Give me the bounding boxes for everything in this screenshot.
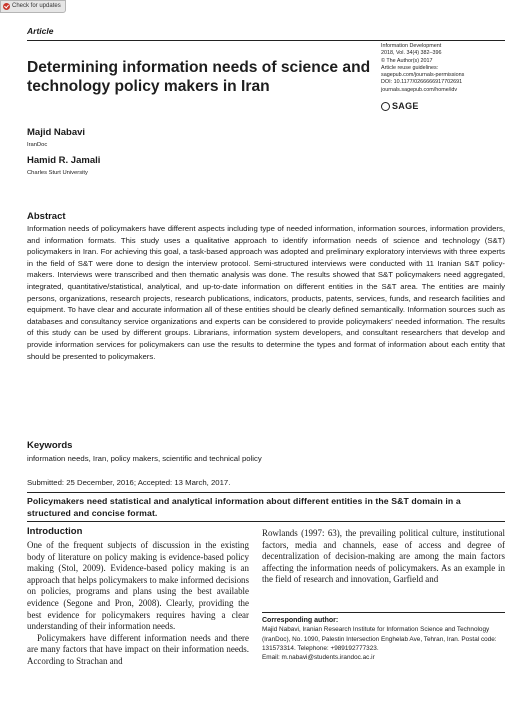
author-name: Hamid R. Jamali [27, 155, 101, 166]
journal-home-link[interactable]: journals.sagepub.com/home/idv [381, 86, 458, 93]
corresponding-author-note [262, 616, 505, 662]
author-name: Majid Nabavi [27, 127, 86, 138]
author-affiliation: Charles Sturt University [27, 170, 88, 176]
journal-line: Information Development [381, 43, 442, 49]
corresponding-author-heading: Corresponding author: [262, 617, 339, 624]
submission-dates: Submitted: 25 December, 2016; Accepted: 13 March, 2017. [27, 478, 231, 487]
body-paragraph: One of the frequent subjects of discussion in the existing body of literature on policy making is evidence-based policy making (Stol, 2009). Evidence-based policy making is an approach that helps policymakers to make informed decisions on policies, programs and plans using the best available evidence (Segone and Pron, 2008). Clearly, providing the best evidence for policymakers requires having a clear understanding of their information needs. [27, 540, 249, 632]
keywords-heading: Keywords [27, 440, 73, 451]
introduction-heading: Introduction [27, 526, 83, 537]
abstract-text: Information needs of policymakers have different aspects including type of needed information, information sources, information providers, and information formats. This study uses a qualitative approach to identify information needs of science and technology (S&T) policymakers in Iran. For achieving this goal, a task-based approach was adopted and preliminary exploratory interviews with three experts in the field of S&T were done to design the interview protocol. Semi-structured interviews were conducted with 11 Iranian S&T policy-makers. Interviews were transcribed and then thematic analysis was done. The results showed that S&T policymakers need aggregated, integrated, quantitative/statistical, analytical, and up-to-date information on different entities in the S&T area. The entities are mainly persons, organizations, research projects, research publications, indicators, products, patents, services, funds, and research facilities and equipment. To have clear and accurate information all of these entities should be clearly defined semantically. Information sources such as databases and consultancy service organizations and experts can be considered to provide policymakers' needed information. The results of this study can be used by different groups. Librarians, information system developers, and consultant researchers that develop and provide information services for policymakers can use the results to determine the types and format of information about each entity that should be presented to policymakers. [27, 224, 505, 361]
article-title: Determining information needs of science and technology policy makers in Iran [27, 59, 371, 95]
body-paragraph: Rowlands (1997: 63), the prevailing political culture, institutional factors, media and channels, ease of access and degree of decentralization of decision-making are among the main factors affecting the information needs of policymakers. As an example in the field of research and innovation, Garfield and [262, 528, 505, 585]
author-affiliation: IranDoc [27, 142, 48, 148]
article-type-label: Article [27, 26, 54, 36]
journal-line: 2018, Vol. 34(4) 382–396 [381, 50, 442, 57]
header-rule [27, 40, 505, 41]
corresponding-author-email[interactable]: Email: m.nabavi@students.irandoc.ac.ir [262, 654, 375, 662]
badge-label: Check for updates [12, 3, 61, 9]
journal-line: Article reuse guidelines: [381, 64, 439, 71]
footnote-rule [262, 612, 505, 613]
doi-link[interactable]: DOI: 10.1177/0266666917702691 [381, 79, 463, 86]
publisher-logo [381, 101, 419, 111]
check-for-updates-badge[interactable] [0, 0, 66, 13]
highlight-top-rule [27, 492, 505, 493]
abstract-heading: Abstract [27, 211, 66, 222]
body-paragraph: Policymakers have different information needs and there are many factors that have impact on their information needs. According to Strachan and [27, 632, 249, 666]
keywords-text: information needs, Iran, policy makers, scientific and technical policy [27, 454, 262, 463]
publisher-name: SAGE [392, 101, 419, 111]
journal-link[interactable]: sagepub.com/journals-permissions [381, 72, 465, 79]
journal-info [381, 43, 509, 94]
journal-line: © The Author(s) 2017 [381, 57, 433, 64]
body-column-left [27, 540, 249, 668]
check-circle-icon [3, 3, 10, 10]
sage-logo-icon [381, 102, 390, 111]
highlight-bottom-rule [27, 521, 505, 522]
body-column-right [262, 528, 505, 586]
highlight-statement: Policymakers need statistical and analytical information about different entities in the S&T domain in a structured and concise format. [27, 496, 461, 519]
corresponding-author-details: Majid Nabavi, Iranian Research Institute for Information Science and Technology (IranDoc), No. 1090, Palestin Intersection Enghelab Ave, Tehran, Iran. Postal code: 131573314. Telephone: +989192777323. [262, 626, 497, 652]
